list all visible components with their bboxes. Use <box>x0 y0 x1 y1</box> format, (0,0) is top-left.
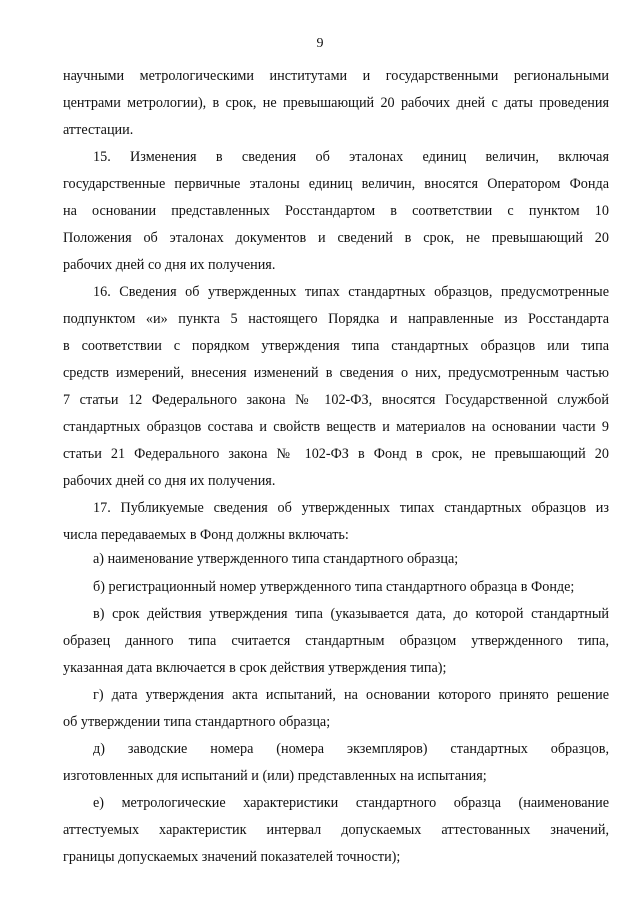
text-line: на основании представленных Росстандартом в соответствии с пунктом 10 <box>63 203 609 219</box>
text-line: 7 статьи 12 Федерального закона № 102-ФЗ, вносятся Государственной службой <box>63 392 609 408</box>
text-line: е) метрологические характеристики стандартного образца (наименование <box>93 795 609 811</box>
text-line: образец данного типа считается стандартным образцом утвержденного типа, <box>63 633 609 649</box>
text-line: статьи 21 Федерального закона № 102-ФЗ в Фонд в срок, не превышающий 20 <box>63 446 609 462</box>
text-line: средств измерений, внесения изменений в сведения о них, предусмотренным частью <box>63 365 609 381</box>
text-line: 16. Сведения об утвержденных типах стандартных образцов, предусмотренные <box>93 284 609 300</box>
text-line: 15. Изменения в сведения об эталонах единиц величин, включая <box>93 149 609 165</box>
text-line: указанная дата включается в срок действия утверждения типа); <box>63 660 447 676</box>
text-line: а) наименование утвержденного типа стандартного образца; <box>93 551 459 567</box>
text-line: стандартных образцов состава и свойств веществ и материалов на основании части 9 <box>63 419 609 435</box>
text-line: аттестации. <box>63 122 134 138</box>
text-line: центрами метрологии), в срок, не превышающий 20 рабочих дней с даты проведения <box>63 95 609 111</box>
text-line: Положения об эталонах документов и сведений в срок, не превышающий 20 <box>63 230 609 246</box>
text-line: изготовленных для испытаний и (или) представленных на испытания; <box>63 768 487 784</box>
text-line: г) дата утверждения акта испытаний, на основании которого принято решение <box>93 687 609 703</box>
text-line: подпунктом «и» пункта 5 настоящего Порядка и направленные из Росстандарта <box>63 311 609 327</box>
page-number: 9 <box>316 36 324 51</box>
text-line: в соответствии с порядком утверждения типа стандартных образцов или типа <box>63 338 609 354</box>
text-line: 17. Публикуемые сведения об утвержденных типах стандартных образцов из <box>93 500 609 516</box>
text-line: рабочих дней со дня их получения. <box>63 473 276 489</box>
text-line: границы допускаемых значений показателей точности); <box>63 849 401 865</box>
text-line: рабочих дней со дня их получения. <box>63 257 276 273</box>
text-line: государственные первичные эталоны единиц величин, вносятся Оператором Фонда <box>63 176 609 192</box>
text-line: в) срок действия утверждения типа (указывается дата, до которой стандартный <box>93 606 609 622</box>
text-line: б) регистрационный номер утвержденного типа стандартного образца в Фонде; <box>93 579 575 595</box>
text-line: научными метрологическими институтами и государственными региональными <box>63 68 609 84</box>
text-line: д) заводские номера (номера экземпляров) стандартных образцов, <box>93 741 609 757</box>
text-line: об утверждении типа стандартного образца; <box>63 714 331 730</box>
text-line: числа передаваемых в Фонд должны включать: <box>63 527 349 543</box>
text-line: аттестуемых характеристик интервал допускаемых аттестованных значений, <box>63 822 609 838</box>
